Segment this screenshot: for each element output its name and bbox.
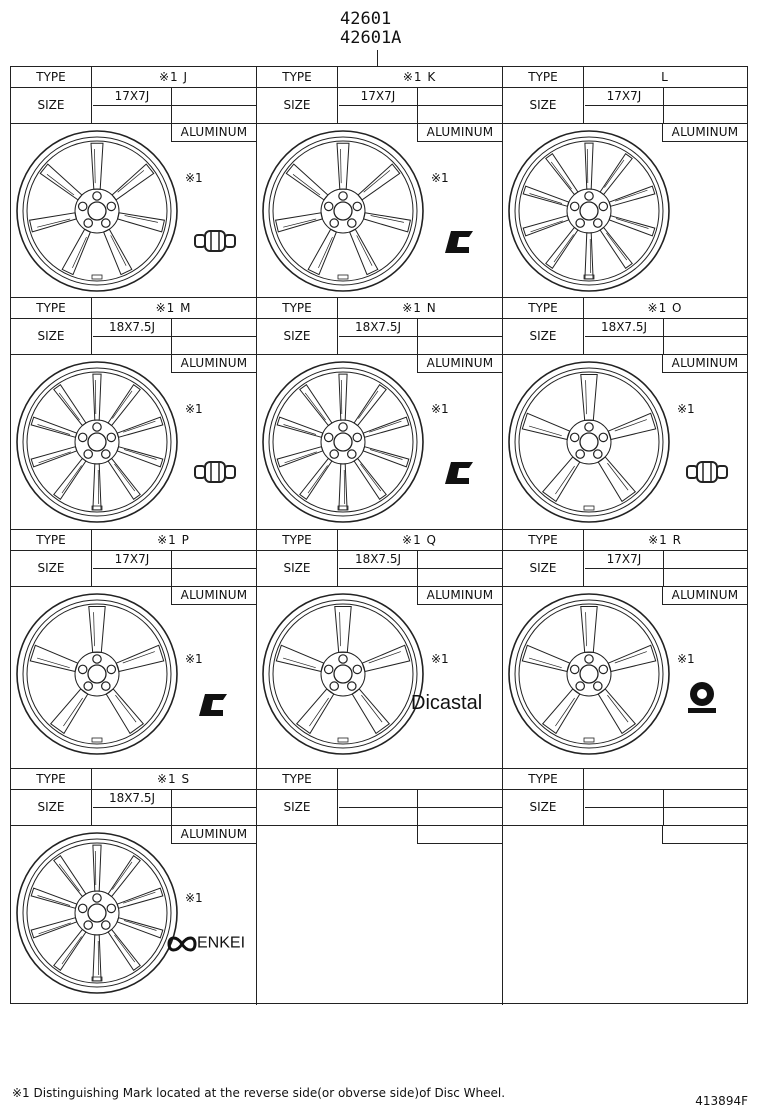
size-subline: [663, 807, 747, 808]
size-label: SIZE: [503, 550, 584, 586]
size-value: [339, 789, 417, 808]
type-label: TYPE: [257, 298, 338, 318]
type-label: TYPE: [11, 298, 92, 318]
size-value: 18X7.5J: [339, 318, 417, 337]
type-label: TYPE: [257, 530, 338, 550]
size-label: SIZE: [257, 87, 338, 123]
size-subline: [417, 807, 502, 808]
type-row: [503, 769, 747, 790]
type-value: L: [661, 70, 669, 84]
wheel-catalog-grid: [10, 66, 748, 1004]
dicastal-logo: [411, 692, 482, 715]
material-label: [417, 825, 502, 844]
size-label: SIZE: [257, 318, 338, 354]
type-row: [257, 67, 502, 88]
note-mark: ※1: [677, 402, 695, 416]
size-value: [585, 789, 663, 808]
size-value: 18X7.5J: [585, 318, 663, 337]
note-mark: ※1: [431, 402, 449, 416]
note-mark: ※1: [677, 652, 695, 666]
wheel-drawing: [259, 358, 427, 526]
wheel-illustration: [259, 127, 427, 299]
type-value: ※1 Q: [402, 533, 437, 547]
material-label: ALUMINUM: [662, 123, 747, 142]
type-label: TYPE: [11, 67, 92, 87]
wheel-cell: [11, 769, 257, 1005]
size-value: 18X7.5J: [93, 789, 171, 808]
material-label: ALUMINUM: [171, 586, 256, 605]
size-row: [503, 789, 747, 826]
size-subline: [171, 568, 256, 569]
wheel-cell: [503, 530, 747, 769]
size-label: SIZE: [503, 789, 584, 825]
size-label: SIZE: [257, 789, 338, 825]
type-label: TYPE: [11, 769, 92, 789]
size-row: [503, 87, 747, 124]
type-label: TYPE: [503, 530, 584, 550]
material-label: ALUMINUM: [662, 586, 747, 605]
material-label: ALUMINUM: [417, 354, 502, 373]
type-label: TYPE: [503, 769, 584, 789]
size-value: 18X7.5J: [93, 318, 171, 337]
wheel-drawing: [13, 829, 181, 997]
size-row: [257, 87, 502, 124]
enkei-loop-icon: [167, 935, 197, 953]
type-value: ※1 P: [157, 533, 190, 547]
size-row: [503, 550, 747, 587]
wheel-illustration: [505, 590, 673, 762]
size-subline: [663, 336, 747, 337]
note-mark: ※1: [185, 402, 203, 416]
wheel-cell: [503, 298, 747, 530]
type-row: [257, 769, 502, 790]
material-label: ALUMINUM: [417, 123, 502, 142]
wheel-drawing: [505, 590, 673, 758]
type-row: [257, 298, 502, 319]
material-label: ALUMINUM: [662, 354, 747, 373]
size-row: [11, 550, 256, 587]
type-row: [11, 67, 256, 88]
size-subline: [417, 105, 502, 106]
part-number-callout: [340, 10, 440, 48]
note-mark: ※1: [185, 171, 203, 185]
size-label: SIZE: [503, 318, 584, 354]
size-subline: [663, 568, 747, 569]
wheel-illustration: [13, 590, 181, 762]
wheel-cell: [11, 298, 257, 530]
material-label: ALUMINUM: [171, 354, 256, 373]
footnote: ※1 Distinguishing Mark located at the reverse side(or obverse side)of Disc Wheel.: [12, 1086, 506, 1100]
wheel-cell: [257, 530, 503, 769]
type-value: ※1 R: [648, 533, 682, 547]
wheel-cell: [257, 298, 503, 530]
material-label: ALUMINUM: [417, 586, 502, 605]
type-value: ※1 S: [156, 772, 191, 786]
size-value: 18X7.5J: [339, 550, 417, 569]
material-label: ALUMINUM: [171, 123, 256, 142]
type-row: [503, 530, 747, 551]
q-mark-icon: [685, 680, 719, 718]
wheel-illustration: [13, 358, 181, 530]
type-row: [11, 298, 256, 319]
enkei-logo: [167, 933, 245, 953]
wheel-drawing: [13, 127, 181, 295]
type-row: [503, 298, 747, 319]
size-subline: [417, 336, 502, 337]
part-number-alt: 42601A: [340, 28, 402, 48]
size-value: 17X7J: [339, 87, 417, 106]
wheel-illustration: [13, 829, 181, 1001]
valve-mark-icon: [193, 227, 239, 259]
wheel-drawing: [13, 358, 181, 526]
size-label: SIZE: [11, 318, 92, 354]
size-row: [11, 87, 256, 124]
size-subline: [171, 807, 256, 808]
type-value: ※1 O: [647, 301, 683, 315]
material-label: [662, 825, 747, 844]
material-label: ALUMINUM: [171, 825, 256, 844]
type-label: TYPE: [257, 67, 338, 87]
size-label: SIZE: [11, 789, 92, 825]
wheel-drawing: [505, 127, 673, 295]
valve-mark-icon: [685, 458, 731, 490]
size-row: [503, 318, 747, 355]
wheel-cell: [503, 769, 747, 1005]
enkei-logo-text: ENKEI: [197, 934, 246, 952]
wheel-cell: [257, 769, 503, 1005]
valve-mark-icon: [193, 458, 239, 490]
wheel-cell: [503, 67, 747, 298]
wheel-cell: [257, 67, 503, 298]
wheel-illustration: [13, 127, 181, 299]
leader-line: [377, 50, 378, 66]
wheel-illustration: [259, 590, 427, 762]
wheel-drawing: [259, 590, 427, 758]
boot-mark-icon: [193, 690, 229, 722]
wheel-drawing: [13, 590, 181, 758]
wheel-drawing: [259, 127, 427, 295]
size-subline: [663, 105, 747, 106]
size-value: 17X7J: [93, 87, 171, 106]
size-label: SIZE: [11, 550, 92, 586]
dicastal-logo-text: Dicastal: [411, 692, 483, 714]
figure-number: 413894F: [695, 1094, 748, 1108]
size-subline: [417, 568, 502, 569]
boot-mark-icon: [439, 227, 475, 259]
note-mark: ※1: [185, 891, 203, 905]
wheel-illustration: [259, 358, 427, 530]
type-value: ※1 J: [158, 70, 189, 84]
wheel-illustration: [505, 358, 673, 530]
type-row: [11, 530, 256, 551]
size-row: [257, 318, 502, 355]
size-row: [11, 789, 256, 826]
type-value: ※1 M: [155, 301, 192, 315]
size-value: 17X7J: [585, 87, 663, 106]
size-row: [257, 550, 502, 587]
size-label: SIZE: [503, 87, 584, 123]
size-row: [257, 789, 502, 826]
wheel-drawing: [505, 358, 673, 526]
size-subline: [171, 336, 256, 337]
boot-mark-icon: [439, 458, 475, 490]
type-label: TYPE: [503, 67, 584, 87]
type-value: ※1 N: [402, 301, 437, 315]
size-row: [11, 318, 256, 355]
type-label: TYPE: [11, 530, 92, 550]
size-value: 17X7J: [585, 550, 663, 569]
wheel-cell: [11, 67, 257, 298]
type-label: TYPE: [257, 769, 338, 789]
note-mark: ※1: [431, 652, 449, 666]
type-row: [11, 769, 256, 790]
part-number: 42601: [340, 9, 392, 29]
size-label: SIZE: [257, 550, 338, 586]
note-mark: ※1: [431, 171, 449, 185]
type-value: ※1 K: [402, 70, 437, 84]
size-subline: [171, 105, 256, 106]
type-row: [257, 530, 502, 551]
wheel-cell: [11, 530, 257, 769]
size-label: SIZE: [11, 87, 92, 123]
size-value: 17X7J: [93, 550, 171, 569]
type-label: TYPE: [503, 298, 584, 318]
type-row: [503, 67, 747, 88]
note-mark: ※1: [185, 652, 203, 666]
wheel-illustration: [505, 127, 673, 299]
